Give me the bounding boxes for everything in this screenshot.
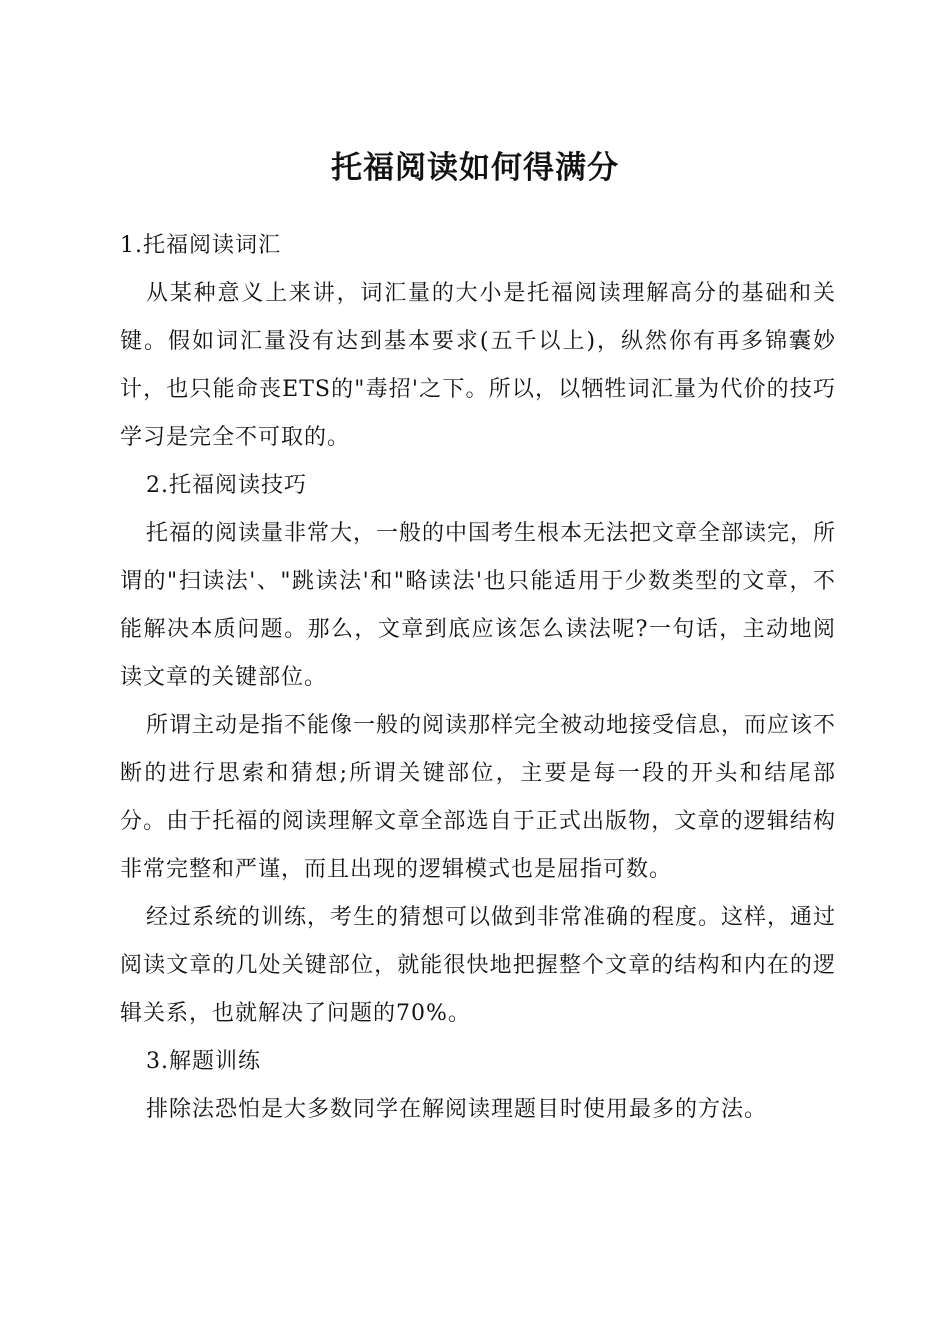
paragraph-elimination: 排除法恐怕是大多数同学在解阅读理题目时使用最多的方法。 <box>146 1097 768 1122</box>
page-title: 托福阅读如何得满分 <box>331 150 619 186</box>
paragraph-training: 经过系统的训练，考生的猜想可以做到非常准确的程度。这样，通过阅读文章的几处关键部位，就能很快地把握整个文章的结构和内在的逻辑关系，也就解决了问题的70%。 <box>120 905 837 1026</box>
section-heading-problem-solving: 3.解题训练 <box>146 1049 261 1074</box>
paragraph-active-reading: 所谓主动是指不能像一般的阅读那样完全被动地接受信息，而应该不断的进行思索和猜想;所谓关键部位，主要是每一段的开头和结尾部分。由于托福的阅读理解文章全部选自于正式出版物，文章的逻辑结构非常完整和严谨，而且出现的逻辑模式也是屈指可数。 <box>120 713 837 882</box>
section-heading-vocabulary: 1.托福阅读词汇 <box>120 233 281 258</box>
document-body <box>120 222 836 1134</box>
section-heading-skills: 2.托福阅读技巧 <box>146 473 307 498</box>
paragraph-skills: 托福的阅读量非常大，一般的中国考生根本无法把文章全部读完，所谓的"扫读法'、"跳读法'和"略读法'也只能适用于少数类型的文章，不能解决本质问题。那么，文章到底应该怎么读法呢?一句话，主动地阅读文章的关键部位。 <box>120 521 837 690</box>
paragraph-vocabulary: 从某种意义上来讲，词汇量的大小是托福阅读理解高分的基础和关键。假如词汇量没有达到基本要求(五千以上)，纵然你有再多锦囊妙计，也只能命丧ETS的"毒招'之下。所以，以牺牲词汇量为代价的技巧学习是完全不可取的。 <box>120 281 836 450</box>
